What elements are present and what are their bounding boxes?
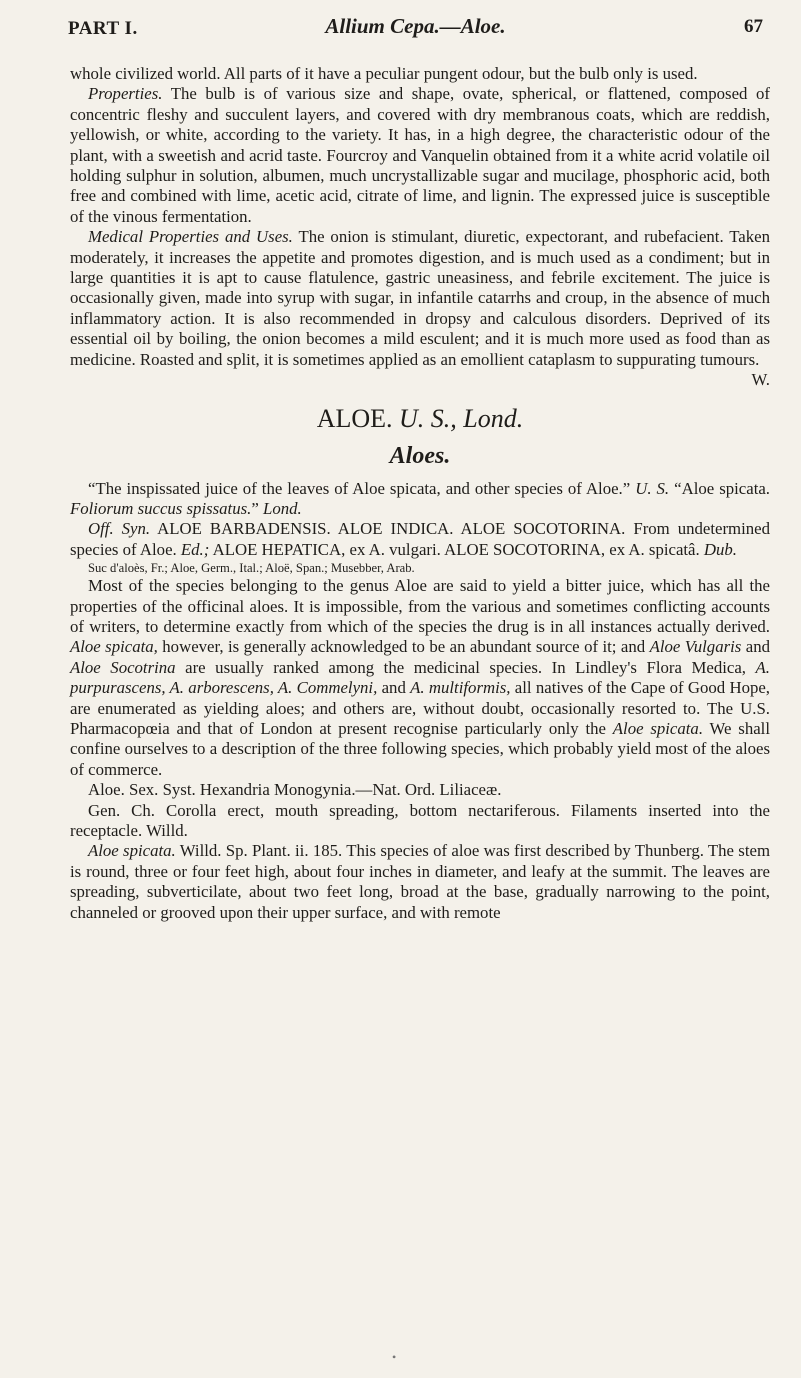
medical-text: The onion is stimulant, diuretic, expectorant, and rubefacient. Taken moderately, it increases the appetite and promotes digestion, and is much used as a condiment; but in large quantities it is apt to cause flatulence, gastric uneasiness, and febrile excitement. The juice is occasionally given, made into syrup with sugar, in infantile catarrhs and croup, in the absence of much inflammatory action. It is also recommended in dropsy and calculous disorders. Deprived of its essential oil by boiling, the onion becomes a mild esculent; and it is much more used as food than as medicine. Roasted and split, it is sometimes applied as an emollient cataplasm to suppurating tumours. <box>70 227 770 369</box>
species-text-1: Most of the species belonging to the genus Aloe are said to yield a bitter juice, which has all the properties of the officinal aloes. It is impossible, from the various and sometimes conflicting accounts of writers, to determine exactly from which of the species the drug is in all instances actually derived. <box>70 576 770 636</box>
definition-lond-text: “Aloe spicata. <box>669 478 771 498</box>
species-paragraph <box>70 576 770 780</box>
page-body <box>70 64 770 923</box>
official-synonyms-paragraph <box>70 519 770 560</box>
off-syn-dub: Dub. <box>699 539 737 559</box>
off-syn-text-1: ALOE BARBADENSIS. ALOE INDICA. ALOE SOCOTORINA. From undetermined species of Aloe. <box>70 519 770 559</box>
species-text-7: We shall confine ourselves to a description of the three following species, which probably yield most of the aloes of commerce. <box>70 718 770 779</box>
heading-main: ALOE. <box>316 403 393 433</box>
species-multiformis: A. multiformis, <box>410 678 511 698</box>
species-text-4: are usually ranked among the medicinal species. In Lindley's Flora Medica, <box>175 657 756 677</box>
generic-character-line: Gen. Ch. Corolla erect, mouth spreading, bottom nectariferous. Filaments inserted into the receptacle. Willd. <box>70 800 770 840</box>
running-title: Allium Cepa.—Aloe. <box>325 14 506 38</box>
definition-close-quote: ” <box>251 498 259 518</box>
species-text-2: however, is generally acknowledged to be an abundant source of it; and <box>157 637 650 657</box>
species-vulgaris: Aloe Vulgaris <box>649 637 742 657</box>
properties-text: The bulb is of various size and shape, ovate, spherical, or flattened, composed of concentric fleshy and succulent layers, and covered with dry membranous coats, which are reddish, yellowish, or white, according to the variety. It has, in a high degree, the characteristic odour of the plant, with a sweetish and acrid taste. Fourcroy and Vanquelin obtained from it a white acrid volatile oil holding sulphur in solution, albumen, much uncrystallizable sugar and mucilage, phosphoric acid, both free and combined with lime, acetic acid, citrate of lime, and lignin. The expressed juice is susceptible of the vinous fermentation. <box>70 84 770 226</box>
part-label: PART I. <box>68 18 138 39</box>
author-signature: W. <box>751 370 770 390</box>
off-syn-label: Off. Syn. <box>88 519 151 539</box>
properties-label: Properties. <box>88 84 163 104</box>
definition-us-text: “The inspissated juice of the leaves of Aloe spicata, and other species of Aloe.” <box>88 478 631 498</box>
sexual-system-line: Aloe. Sex. Syst. Hexandria Monogynia.—Nat. Ord. Liliaceæ. <box>88 780 502 800</box>
definition-latin: Foliorum succus spissatus. <box>70 498 252 518</box>
spicata-reference: Willd. Sp. Plant. ii. 185. <box>175 841 343 861</box>
printer-mark: • <box>392 1350 397 1364</box>
species-spicata-2: Aloe spicata. <box>612 718 704 738</box>
spicata-label: Aloe spicata. <box>88 841 176 861</box>
definition-lond-source: Lond. <box>258 498 302 518</box>
page-number: 67 <box>744 16 763 37</box>
species-spicata: Aloe spicata, <box>70 637 158 657</box>
medical-properties-paragraph <box>70 227 770 370</box>
allium-intro-paragraph: whole civilized world. All parts of it have a peculiar pungent odour, but the bulb only is used. <box>70 64 698 83</box>
aloe-spicata-paragraph <box>70 841 770 923</box>
species-text-5: and <box>377 678 411 698</box>
section-heading <box>70 403 770 435</box>
running-header <box>68 14 763 44</box>
heading-pharmacopoeias: U. S., Lond. <box>392 403 524 433</box>
species-socotrina: Aloe Socotrina <box>70 657 176 677</box>
off-syn-ed: Ed.; <box>176 539 210 559</box>
definition-us-source: U. S. <box>630 478 670 498</box>
spicata-description: This species of aloe was first described by Thunberg. The stem is round, three or four feet high, about four inches in diameter, and leafy at the summit. The leaves are spreading, subverticilate, about two feet long, broad at the base, gradually narrowing to the point, channeled or grooved upon their upper surface, and with remote <box>70 841 770 922</box>
section-subheading: Aloes. <box>389 442 451 469</box>
foreign-synonyms: Suc d'aloès, Fr.; Aloe, Germ., Ital.; Aloë, Span.; Musebber, Arab. <box>88 561 415 576</box>
species-list: A. purpurascens, A. arborescens, A. Commelyni, <box>70 657 770 698</box>
medical-label: Medical Properties and Uses. <box>88 227 293 247</box>
off-syn-text-2: ALOE HEPATICA, ex A. vulgari. ALOE SOCOTORINA, ex A. spicatâ. <box>209 539 700 559</box>
species-text-6: all natives of the Cape of Good Hope, are enumerated as yielding aloes; and others are, without doubt, occasionally resorted to. The U.S. Pharmacopœia and that of London at present recognise particularly only the <box>70 678 770 738</box>
definition-paragraph <box>70 479 770 520</box>
properties-paragraph <box>70 84 770 227</box>
species-text-3: and <box>741 637 770 657</box>
